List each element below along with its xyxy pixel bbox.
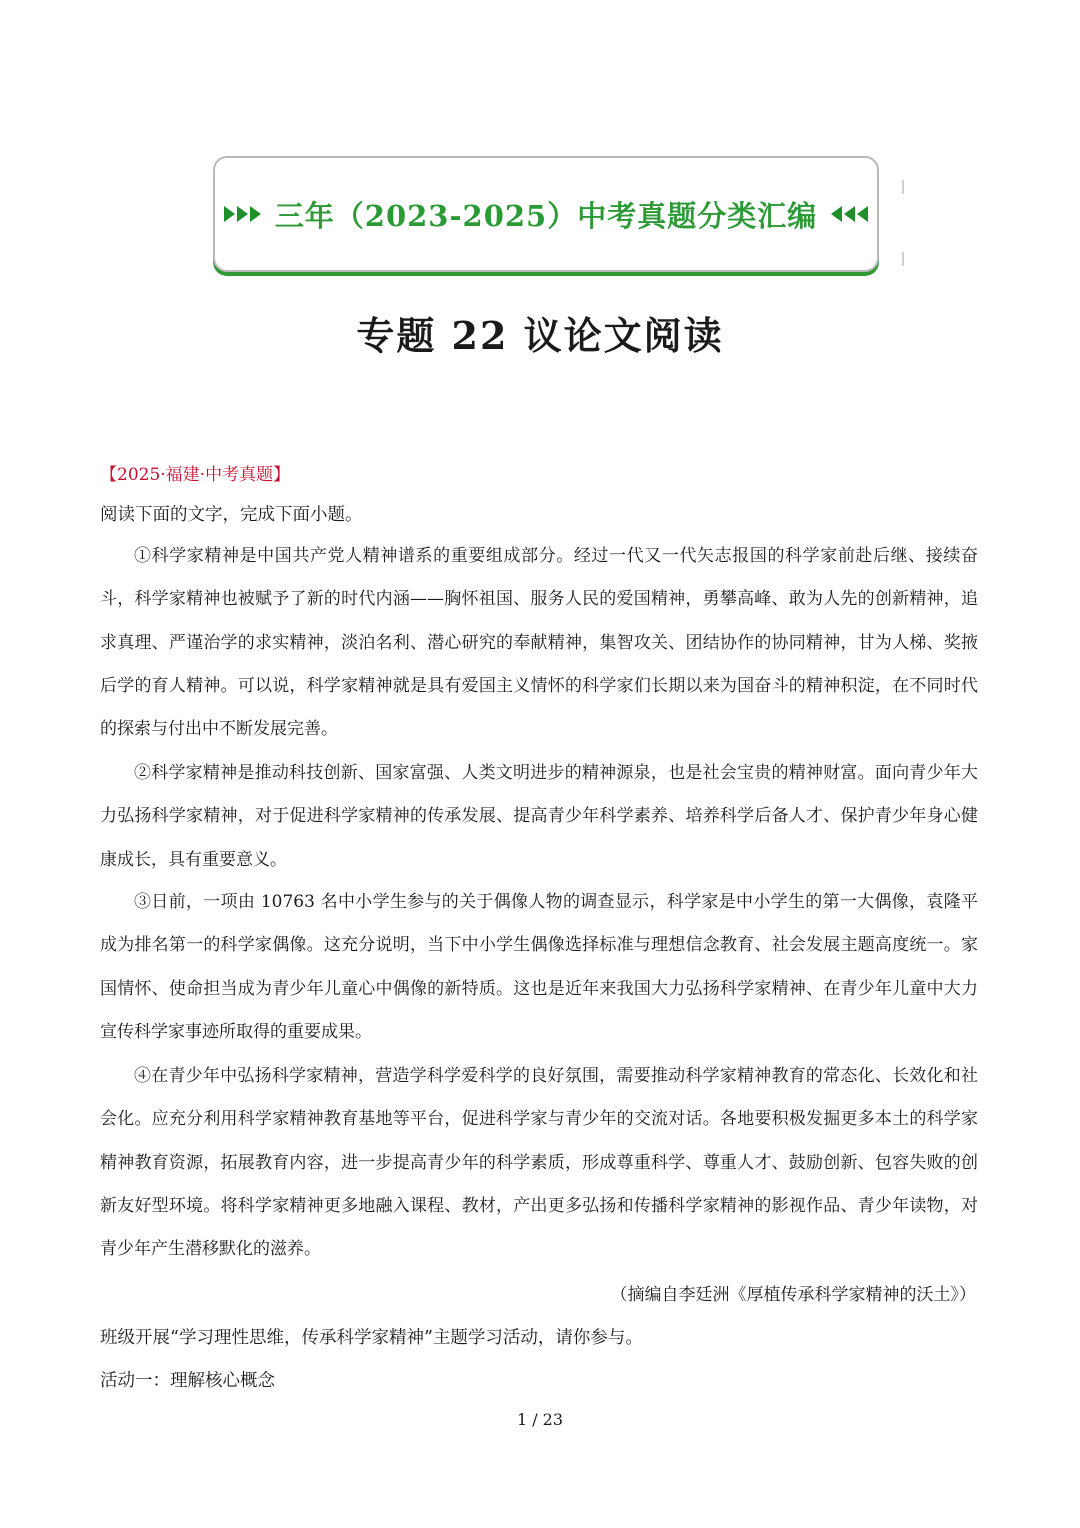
page-title: 专题 22 议论文阅读 [356, 313, 724, 358]
paragraph-3: ③日前，一项由 10763 名中小学生参与的关于偶像人物的调查显示，科学家是中小学生的第一大偶像，袁隆平成为排名第一的科学家偶像。这充分说明，当下中小学生偶像选择标准与理想信念教育、社会发展主题高度统一。家国情怀、使命担当成为青少年儿童心中偶像的新特质。这也是近年来我国大力弘扬科学家精神、在青少年儿童中大力宣传科学家事迹所取得的重要成果。 [100, 892, 978, 1042]
paragraph-1: ①科学家精神是中国共产党人精神谱系的重要组成部分。经过一代又一代矢志报国的科学家前赴后继、接续奋斗，科学家精神也被赋予了新的时代内涵——胸怀祖国、服务人民的爱国精神，勇攀高峰、敢为人先的创新精神，追求真理、严谨治学的求实精神，淡泊名利、潜心研究的奉献精神，集智攻关、团结协作的协同精神，甘为人梯、奖掖后学的育人精神。可以说，科学家精神就是具有爱国主义情怀的科学家们长期以来为国奋斗的精神积淀，在不同时代的探索与付出中不断发展完善。 [100, 546, 978, 740]
citation: （摘编自李廷洲《厚植传承科学家精神的沃土》） [610, 1285, 976, 1305]
paragraph-2: ②科学家精神是推动科技创新、国家富强、人类文明进步的精神源泉，也是社会宝贵的精神财富。面向青少年大力弘扬科学家精神，对于促进科学家精神的传承发展、提高青少年科学素养、培养科学后备人才、保护青少年身心健康成长，具有重要意义。 [100, 763, 978, 870]
triple-right-arrow-icon [224, 206, 261, 222]
banner-title: 三年（2023-2025）中考真题分类汇编 [274, 198, 818, 233]
activity-one-heading: 活动一：理解核心概念 [100, 1371, 275, 1391]
decorative-tick [902, 180, 904, 194]
source-tag: 【2025·福建·中考真题】 [100, 465, 291, 485]
reading-instruction: 阅读下面的文字，完成下面小题。 [100, 505, 363, 525]
decorative-tick [902, 252, 904, 266]
page-number: 1 / 23 [516, 1410, 564, 1429]
header-banner [213, 156, 879, 272]
paragraph-4: ④在青少年中弘扬科学家精神，营造学科学爱科学的良好氛围，需要推动科学家精神教育的常态化、长效化和社会化。应充分利用科学家精神教育基地等平台，促进科学家与青少年的交流对话。各地要积极发掘更多本土的科学家精神教育资源，拓展教育内容，进一步提高青少年的科学素质，形成尊重科学、尊重人才、鼓励创新、包容失败的创新友好型环境。将科学家精神更多地融入课程、教材，产出更多弘扬和传播科学家精神的影视作品、青少年读物，对青少年产生潜移默化的滋养。 [100, 1066, 978, 1260]
triple-left-arrow-icon [831, 206, 868, 222]
activity-intro: 班级开展“学习理性思维，传承科学家精神”主题学习活动，请你参与。 [100, 1328, 643, 1348]
